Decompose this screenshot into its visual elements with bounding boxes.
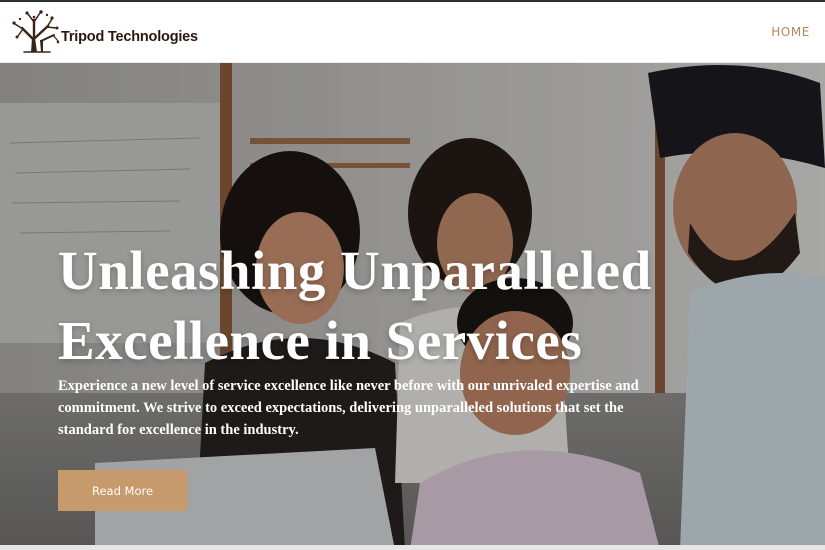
read-more-button[interactable]: Read More xyxy=(58,470,187,511)
site-header xyxy=(0,2,825,63)
hero-title: Unleashing Unparalleled Excellence in Services xyxy=(58,240,652,371)
tree-logo-icon[interactable] xyxy=(10,8,60,54)
hero-description: Experience a new level of service excellence like never before with our unrivaled expertise and commitment. We strive to exceed expectations, delivering unparalleled solutions that set the standard for excellence in the industry. xyxy=(58,378,639,438)
nav-home-link[interactable]: HOME xyxy=(771,25,810,39)
brand-name: Tripod Technologies xyxy=(61,29,198,45)
bottom-edge xyxy=(0,545,825,550)
hero-section xyxy=(0,63,825,550)
